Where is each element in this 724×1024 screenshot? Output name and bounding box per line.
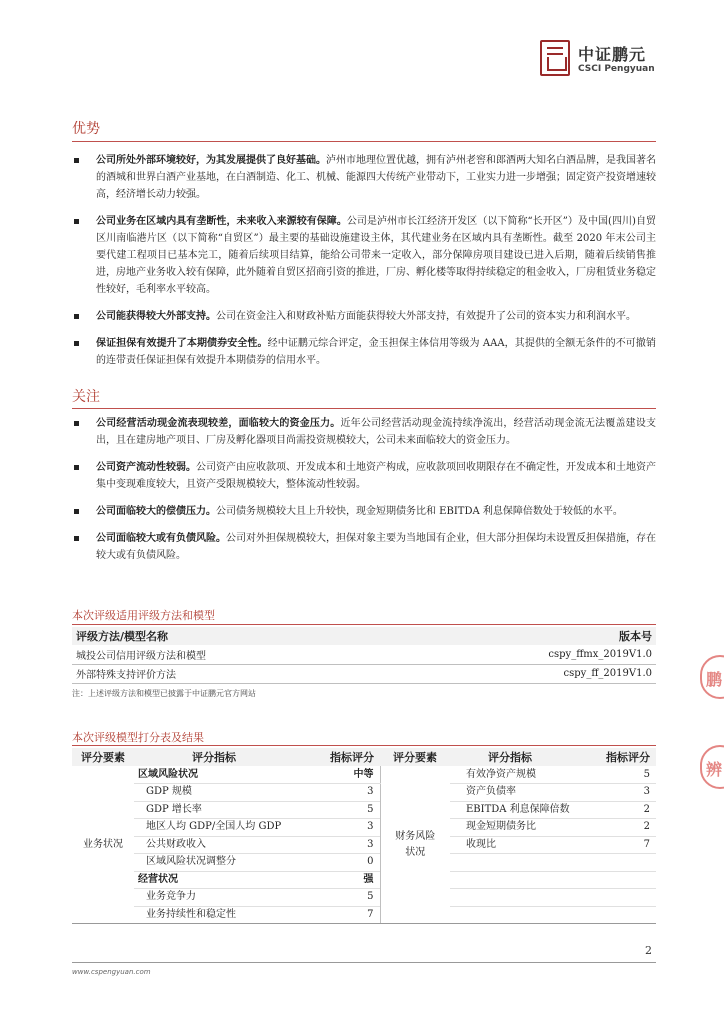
right-group-label — [380, 766, 450, 924]
column-header: 版本号 — [396, 627, 656, 645]
column-header: 评分要素 — [380, 748, 450, 766]
right-indicator — [450, 889, 570, 907]
bullet-icon — [74, 509, 79, 514]
right-score — [570, 889, 656, 907]
table-row — [72, 871, 656, 889]
bullet-icon — [74, 219, 79, 224]
seal-stamp — [700, 745, 724, 789]
methods-table-rule — [72, 624, 656, 625]
strength-text: 公司在资金注入和财政补贴方面能获得较大外部支持，有效提升了公司的资本实力和利润水平。 — [216, 311, 636, 322]
right-score: 5 — [570, 766, 656, 784]
concern-item — [72, 530, 656, 564]
methods-table — [72, 627, 656, 684]
left-score: 3 — [294, 784, 380, 802]
bullet-icon — [74, 314, 79, 319]
method-name: 外部特殊支持评价方法 — [72, 664, 396, 683]
right-score: 2 — [570, 819, 656, 837]
right-group-text: 财务风险状况 — [395, 830, 436, 858]
right-indicator: 收现比 — [450, 836, 570, 854]
strength-heading: 公司所处外部环境较好，为其发展提供了良好基础。 — [96, 155, 326, 166]
method-version: cspy_ffmx_2019V1.0 — [396, 645, 656, 664]
company-logo — [540, 40, 660, 76]
left-indicator: 区域风险状况调整分 — [134, 854, 294, 872]
left-indicator: 公共财政收入 — [134, 836, 294, 854]
seal-stamp — [700, 655, 724, 699]
concern-item — [72, 415, 656, 449]
strengths-rule — [72, 141, 656, 142]
column-header: 评分指标 — [450, 748, 570, 766]
left-score: 3 — [294, 819, 380, 837]
concern-text: 公司资产由应收款项、开发成本和土地资产构成，应收款项回收期限存在不确定性，开发成本和土地资产集中变现难度较大，且资产受限规模较大，整体流动性较弱。 — [96, 462, 656, 490]
concern-heading: 公司经营活动现金流表现较差，面临较大的资金压力。 — [96, 418, 341, 429]
score-table-title: 本次评级模型打分表及结果 — [72, 731, 204, 744]
right-score — [570, 854, 656, 872]
left-score: 3 — [294, 836, 380, 854]
strength-text: 公司是泸州市长江经济开发区（以下简称“长开区”）及中国(四川)自贸区川南临港片区（以下简称“自贸区”）最主要的基础设施建设主体，其代建业务在区域内具有垄断性。截至 2020 年末公司主要代建工程项目已基本完工，随着后续项目结算，能给公司带来一定收入，部分保障房项目建设已进入后期，随着后续销售推进，房地产业务收入较有保障，此外随着自贸区招商引资的推进，厂房、孵化楼等取得持续稳定的租金收入，厂房租赁业务稳定性较好，毛利率水平较高。 — [96, 216, 657, 295]
method-name: 城投公司信用评级方法和模型 — [72, 645, 396, 664]
concern-text: 公司债务规模较大且上升较快，现金短期债务比和 EBITDA 利息保障倍数处于较低的水平。 — [216, 506, 623, 517]
left-score: 强 — [294, 871, 380, 889]
strengths-title: 优势 — [72, 121, 100, 137]
concerns-rule — [72, 408, 656, 409]
table-row — [72, 836, 656, 854]
left-indicator: GDP 增长率 — [134, 801, 294, 819]
left-group-label: 业务状况 — [72, 766, 134, 924]
column-header: 指标评分 — [294, 748, 380, 766]
left-score: 5 — [294, 801, 380, 819]
logo-english-name: CSCI Pengyuan — [578, 64, 655, 74]
methods-table-title: 本次评级适用评级方法和模型 — [72, 609, 215, 622]
table-row — [72, 889, 656, 907]
concern-heading: 公司面临较大或有负债风险。 — [96, 533, 226, 544]
method-version: cspy_ff_2019V1.0 — [396, 664, 656, 683]
left-indicator: 业务竞争力 — [134, 889, 294, 907]
left-indicator: 区域风险状况 — [134, 766, 294, 784]
right-score: 3 — [570, 784, 656, 802]
concern-heading: 公司资产流动性较弱。 — [96, 462, 196, 473]
strength-heading: 公司业务在区域内具有垄断性，未来收入来源较有保障。 — [96, 216, 347, 227]
concern-text: 公司对外担保规模较大，担保对象主要为当地国有企业，但大部分担保均未设置反担保措施，存在较大或有负债风险。 — [96, 533, 656, 561]
seal-character: 辨 — [706, 760, 723, 779]
seal-character: 鹏 — [706, 670, 723, 689]
methods-note: 注：上述评级方法和模型已披露于中证鹏元官方网站 — [72, 689, 256, 698]
left-score: 7 — [294, 906, 380, 924]
table-row — [72, 801, 656, 819]
column-header: 指标评分 — [570, 748, 656, 766]
strength-item — [72, 152, 656, 203]
bullet-icon — [74, 536, 79, 541]
page-number: 2 — [645, 944, 652, 957]
logo-mark-icon — [540, 40, 570, 76]
table-row — [72, 854, 656, 872]
table-row — [72, 906, 656, 924]
strength-text: 经中证鹏元综合评定，金玉担保主体信用等级为 AAA，其提供的全额无条件的不可撤销的连带责任保证担保有效提升本期债券的信用水平。 — [96, 338, 657, 366]
right-score — [570, 871, 656, 889]
right-indicator: 现金短期债务比 — [450, 819, 570, 837]
right-indicator — [450, 854, 570, 872]
table-row — [72, 819, 656, 837]
bullet-icon — [74, 421, 79, 426]
table-row — [72, 766, 656, 784]
right-indicator — [450, 906, 570, 924]
footer-rule — [72, 962, 656, 963]
right-indicator: 资产负债率 — [450, 784, 570, 802]
strength-item — [72, 308, 656, 325]
strength-text: 泸州市地理位置优越，拥有泸州老窖和郎酒两大知名白酒品牌，是我国著名的酒城和世界白酒产业基地，在白酒制造、化工、机械、能源四大传统产业带动下，工业实力进一步增强；固定资产投资增速较高，经济增长动力较强。 — [96, 155, 656, 200]
column-header: 评分要素 — [72, 748, 134, 766]
concern-item — [72, 459, 656, 493]
right-indicator: EBITDA 利息保障倍数 — [450, 801, 570, 819]
concerns-list — [72, 415, 656, 574]
left-indicator: 业务持续性和稳定性 — [134, 906, 294, 924]
table-row — [72, 784, 656, 802]
left-indicator: 经营状况 — [134, 871, 294, 889]
bullet-icon — [74, 465, 79, 470]
score-table-header — [72, 748, 656, 766]
right-score — [570, 906, 656, 924]
right-score: 7 — [570, 836, 656, 854]
concern-item — [72, 503, 656, 520]
right-score: 2 — [570, 801, 656, 819]
bullet-icon — [74, 158, 79, 163]
concern-text: 近年公司经营活动现金流持续净流出，经营活动现金流无法覆盖建设支出，且在建房地产项目、厂房及孵化器项目尚需投资规模较大，公司未来面临较大的资金压力。 — [96, 418, 657, 446]
strength-heading: 公司能获得较大外部支持。 — [96, 311, 216, 322]
strength-heading: 保证担保有效提升了本期债券安全性。 — [96, 338, 268, 349]
table-row — [72, 645, 656, 664]
methods-table-header — [72, 627, 656, 645]
strength-item — [72, 213, 656, 298]
column-header: 评级方法/模型名称 — [72, 627, 396, 645]
column-header: 评分指标 — [134, 748, 294, 766]
table-row — [72, 664, 656, 683]
bullet-icon — [74, 341, 79, 346]
left-score: 中等 — [294, 766, 380, 784]
score-table — [72, 748, 656, 924]
concern-heading: 公司面临较大的偿债压力。 — [96, 506, 216, 517]
strengths-list — [72, 152, 656, 379]
right-indicator: 有效净资产规模 — [450, 766, 570, 784]
footer-website: www.cspengyuan.com — [72, 968, 151, 976]
score-table-rule — [72, 745, 656, 746]
strength-item — [72, 335, 656, 369]
right-indicator — [450, 871, 570, 889]
logo-chinese-name: 中证鹏元 — [578, 45, 647, 64]
left-indicator: 地区人均 GDP/全国人均 GDP — [134, 819, 294, 837]
left-score: 0 — [294, 854, 380, 872]
concerns-title: 关注 — [72, 389, 100, 405]
left-indicator: GDP 规模 — [134, 784, 294, 802]
left-score: 5 — [294, 889, 380, 907]
